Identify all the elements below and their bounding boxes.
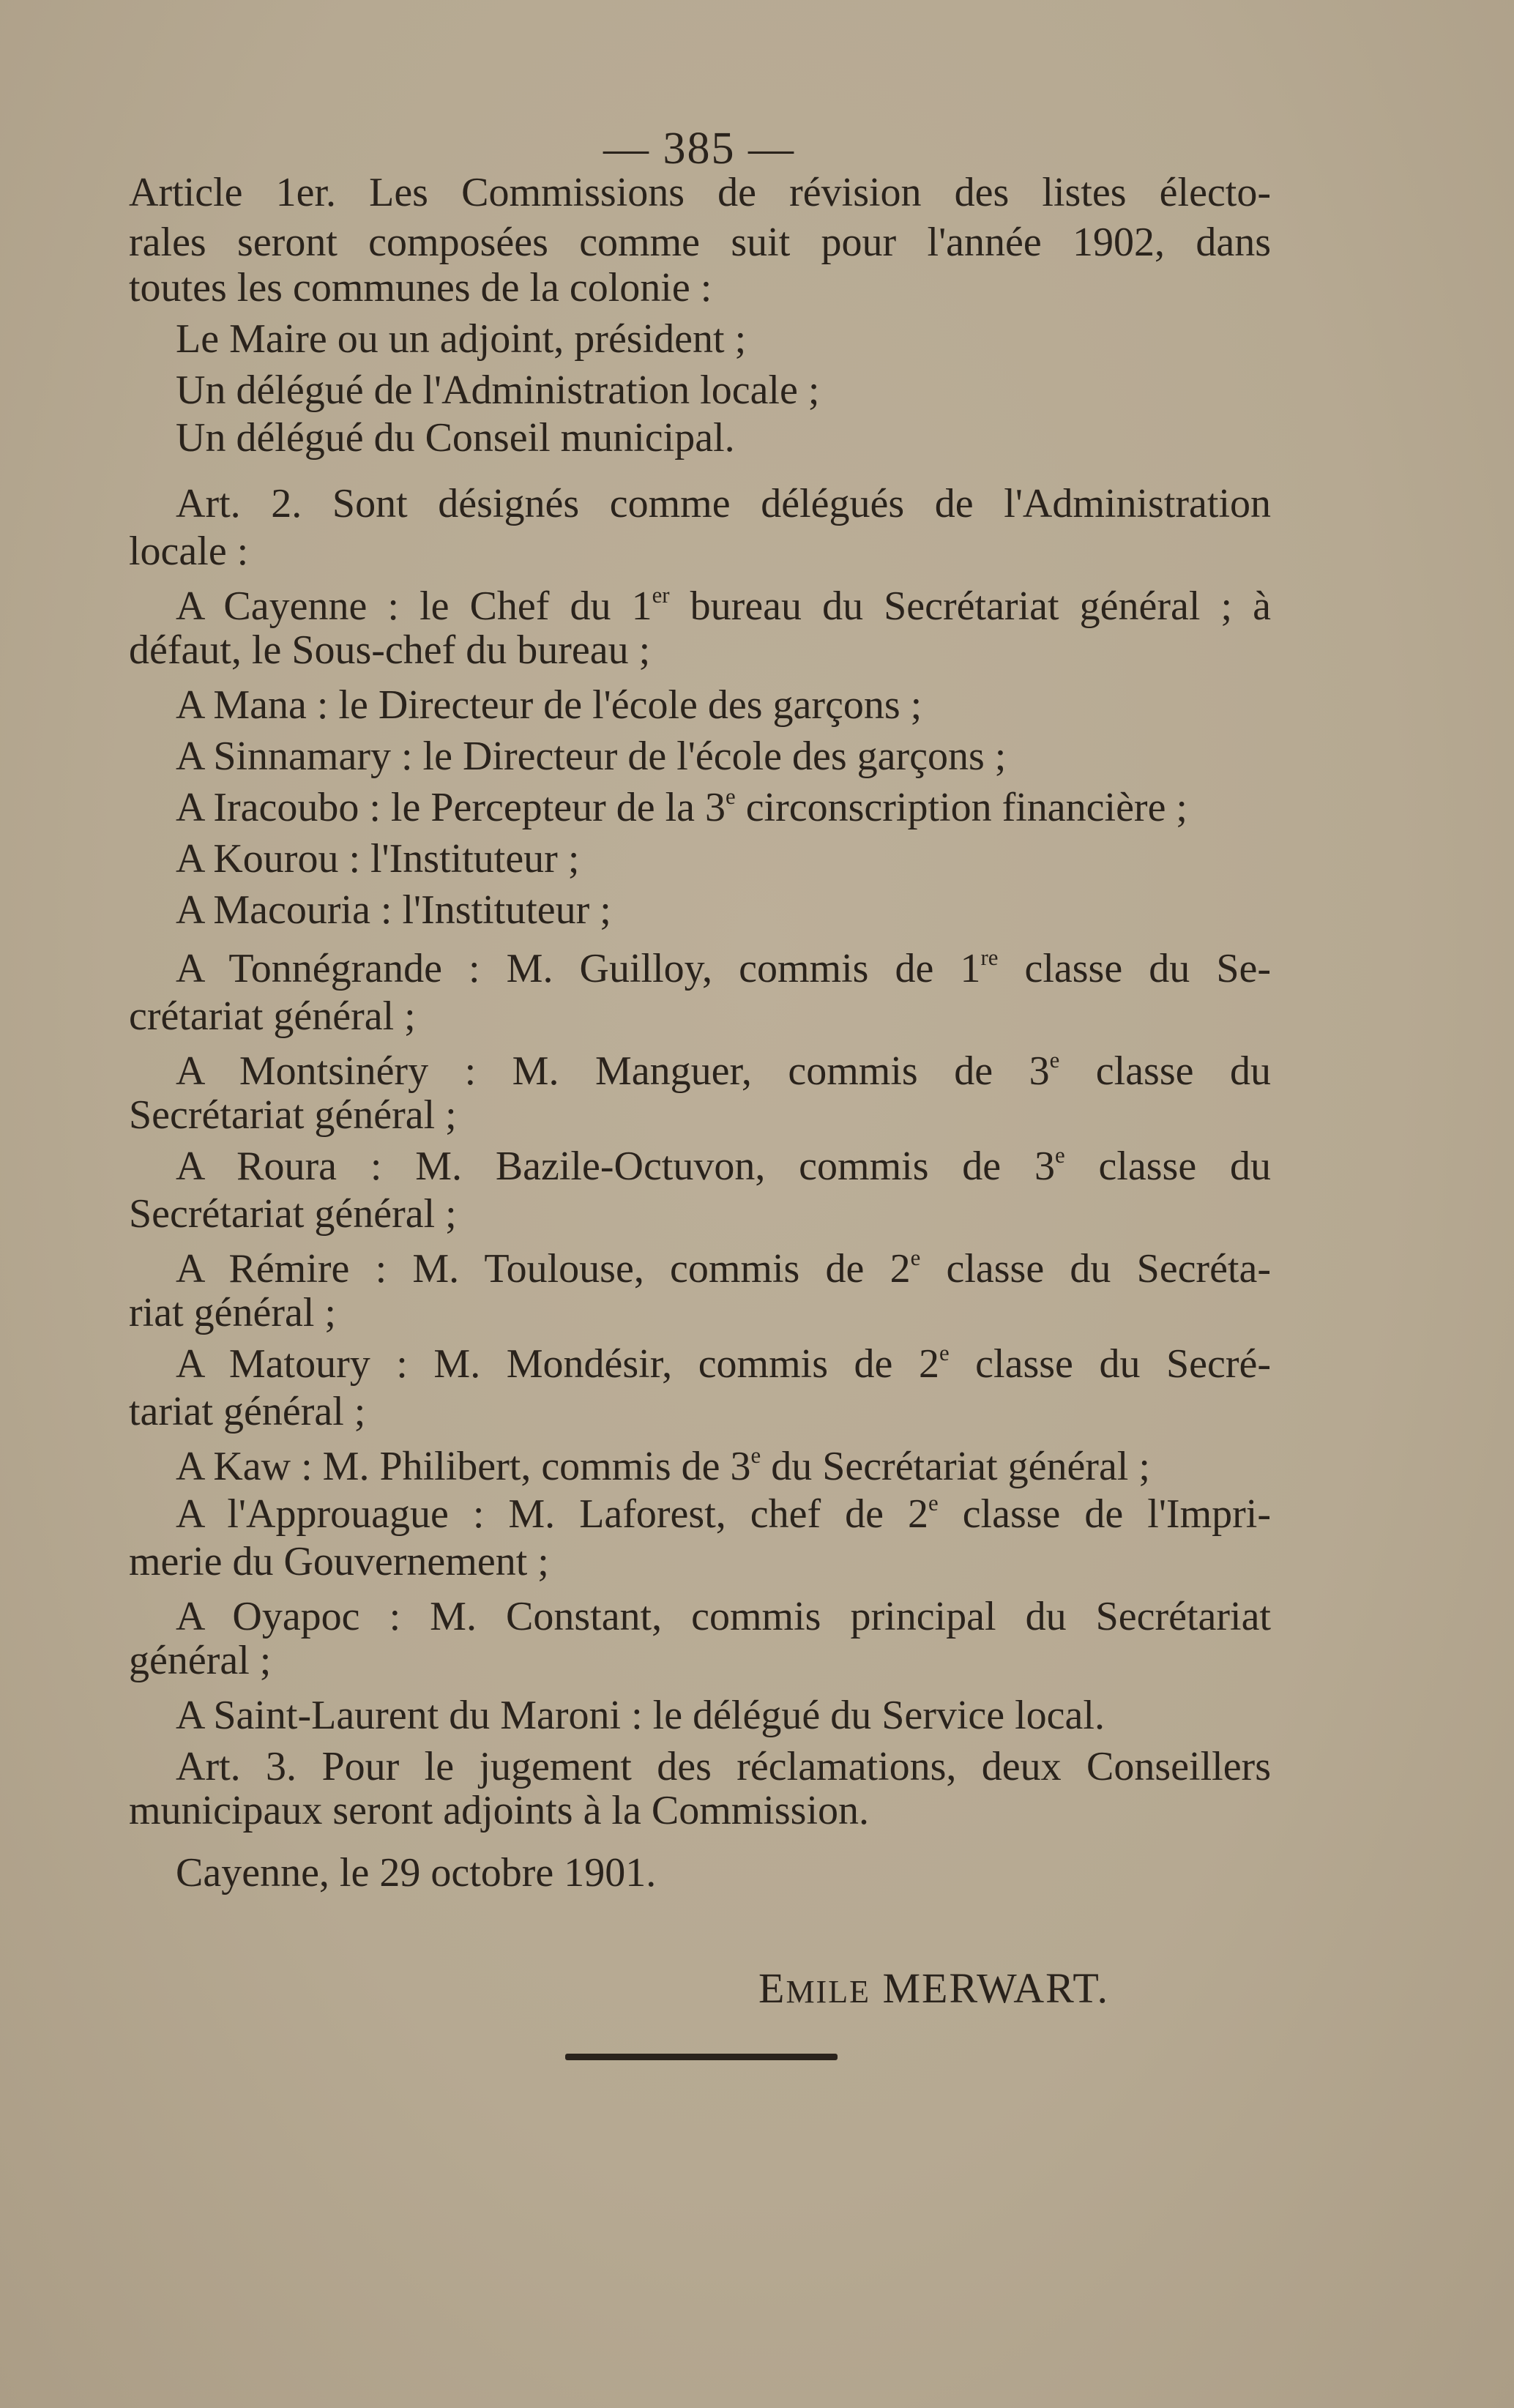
text-line: Art. 3. Pour le jugement des réclamations, deux Conseillers [176, 1744, 1271, 1789]
text-line: Secrétariat général ; [129, 1191, 457, 1237]
signature-initial: E [758, 1964, 786, 2012]
text-line: A Kaw : M. Philibert, commis de 3e du Secrétariat général ; [176, 1442, 1150, 1489]
text-line: A Roura : M. Bazile-Octuvon, commis de 3e classe du [176, 1142, 1271, 1189]
text-line: A Oyapoc : M. Constant, commis principal du Secrétariat [176, 1594, 1271, 1639]
text-line: A l'Approuague : M. Laforest, chef de 2e classe de l'Impri- [176, 1490, 1271, 1537]
text-line: tariat général ; [129, 1389, 366, 1434]
text-line: A Saint-Laurent du Maroni : le délégué du Service local. [176, 1693, 1105, 1738]
text-line: A Matoury : M. Mondésir, commis de 2e classe du Secré- [176, 1340, 1271, 1387]
text-line: municipaux seront adjoints à la Commission. [129, 1788, 870, 1833]
text-line: Art. 2. Sont désignés comme délégués de l'Administration [176, 481, 1271, 526]
text-line: Article 1er. Les Commissions de révision des listes électo- [129, 170, 1271, 215]
signature-surname: MERWART. [870, 1964, 1109, 2012]
text-line: A Montsinéry : M. Manguer, commis de 3e classe du [176, 1047, 1272, 1094]
page-number: — 385 — [603, 124, 795, 174]
text-line: général ; [129, 1638, 272, 1683]
text-line: défaut, le Sous-chef du bureau ; [129, 627, 651, 673]
text-line: locale : [129, 529, 249, 574]
text-line: rales seront composées comme suit pour l'année 1902, dans [129, 220, 1271, 265]
text-line: A Iracoubo : le Percepteur de la 3e circonscription financière ; [176, 783, 1187, 830]
text-line: Cayenne, le 29 octobre 1901. [176, 1850, 657, 1896]
text-line: A Kourou : l'Instituteur ; [176, 836, 580, 881]
signature [758, 1964, 1109, 2013]
text-line: A Sinnamary : le Directeur de l'école des garçons ; [176, 734, 1007, 779]
signature-firstname: MILE [786, 1974, 870, 2010]
text-line: Un délégué de l'Administration locale ; [176, 368, 820, 413]
text-line: A Macouria : l'Instituteur ; [176, 887, 611, 933]
text-line: A Cayenne : le Chef du 1er bureau du Secrétariat général ; à [176, 582, 1271, 629]
text-line: Secrétariat général ; [129, 1092, 457, 1138]
text-line: Le Maire ou un adjoint, président ; [176, 316, 747, 362]
text-line: A Mana : le Directeur de l'école des garçons ; [176, 682, 922, 728]
text-line: A Tonnégrande : M. Guilloy, commis de 1re classe du Se- [176, 944, 1271, 991]
text-line: toutes les communes de la colonie : [129, 265, 712, 310]
text-line: crétariat général ; [129, 994, 416, 1039]
text-line: A Rémire : M. Toulouse, commis de 2e classe du Secréta- [176, 1245, 1271, 1291]
text-line: Un délégué du Conseil municipal. [176, 415, 735, 461]
closing-rule [565, 2054, 838, 2060]
text-line: riat général ; [129, 1290, 336, 1335]
text-line: merie du Gouvernement ; [129, 1539, 549, 1584]
